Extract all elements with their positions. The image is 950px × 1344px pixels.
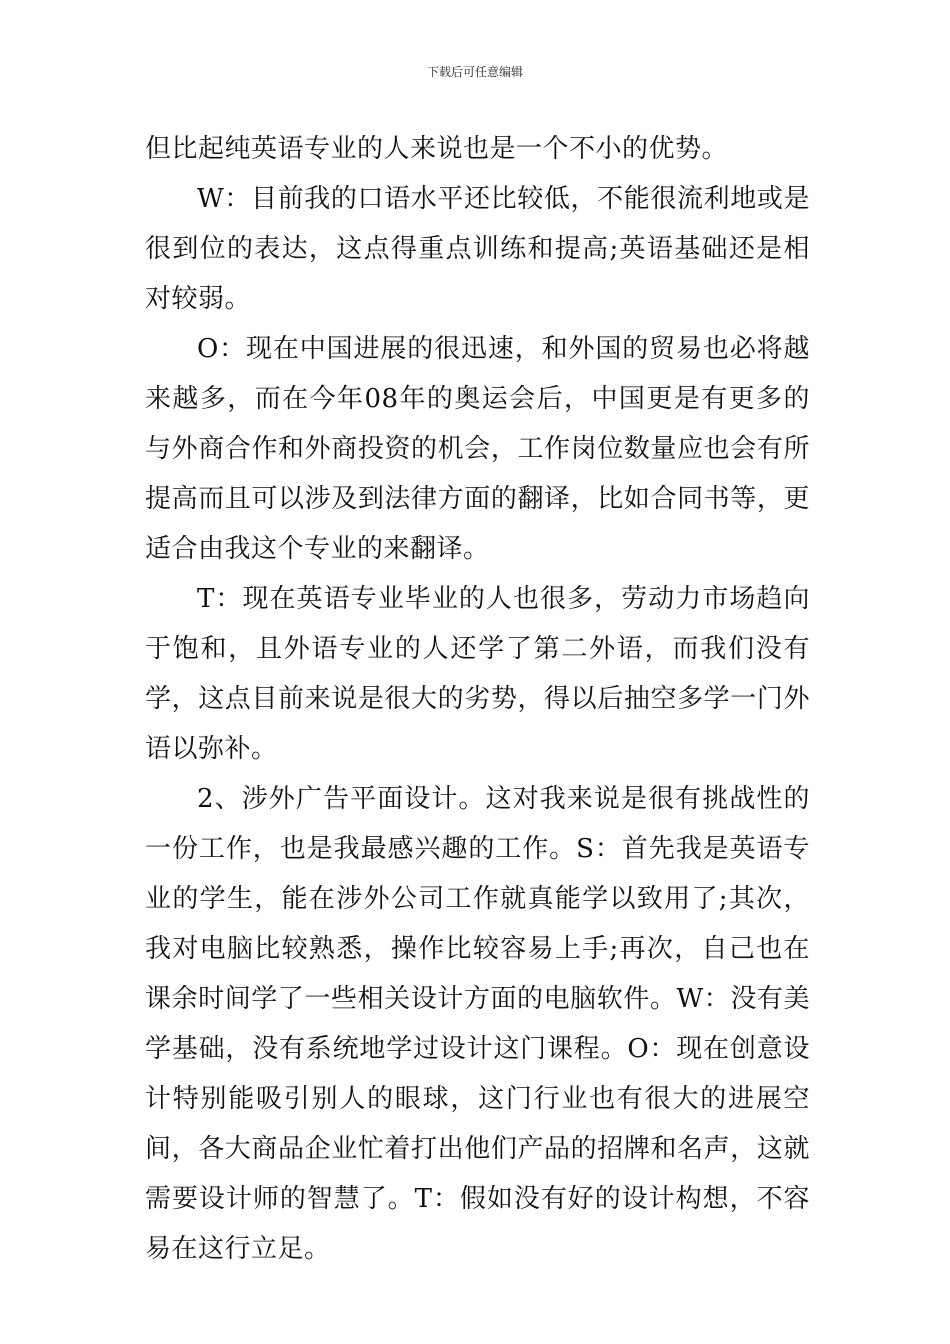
- paragraph-opportunity: O：现在中国进展的很迅速，和外国的贸易也必将越来越多，而在今年08年的奥运会后，中国更是有更多的与外商合作和外商投资的机会，工作岗位数量应也会有所提高而且可以涉及到法律方面的翻译，比如合同书等，更适合由我这个专业的来翻译。: [145, 334, 810, 564]
- paragraph-advertising-design: 2、涉外广告平面设计。这对我来说是很有挑战性的一份工作，也是我最感兴趣的工作。S：首先我是英语专业的学生，能在涉外公司工作就真能学以致用了;其次，我对电脑比较熟悉，操作比较容易上手;再次，自己也在课余时间学了一些相关设计方面的电脑软件。W：没有美学基础，没有系统地学过设计这门课程。O：现在创意设计特别能吸引别人的眼球，这门行业也有很大的进展空间，各大商品企业忙着打出他们产品的招牌和名声，这就需要设计师的智慧了。T：假如没有好的设计构想，不容易在这行立足。: [145, 784, 810, 1264]
- paragraph-weakness: W：目前我的口语水平还比较低，不能很流利地或是很到位的表达，这点得重点训练和提高;英语基础还是相对较弱。: [145, 184, 810, 314]
- page-header: 下载后可任意编辑: [426, 65, 523, 79]
- paragraph-continuation: 但比起纯英语专业的人来说也是一个不小的优势。: [145, 134, 729, 164]
- document-body: [145, 124, 810, 1274]
- paragraph-threat: T：现在英语专业毕业的人也很多，劳动力市场趋向于饱和，且外语专业的人还学了第二外语，而我们没有学，这点目前来说是很大的劣势，得以后抽空多学一门外语以弥补。: [145, 584, 810, 764]
